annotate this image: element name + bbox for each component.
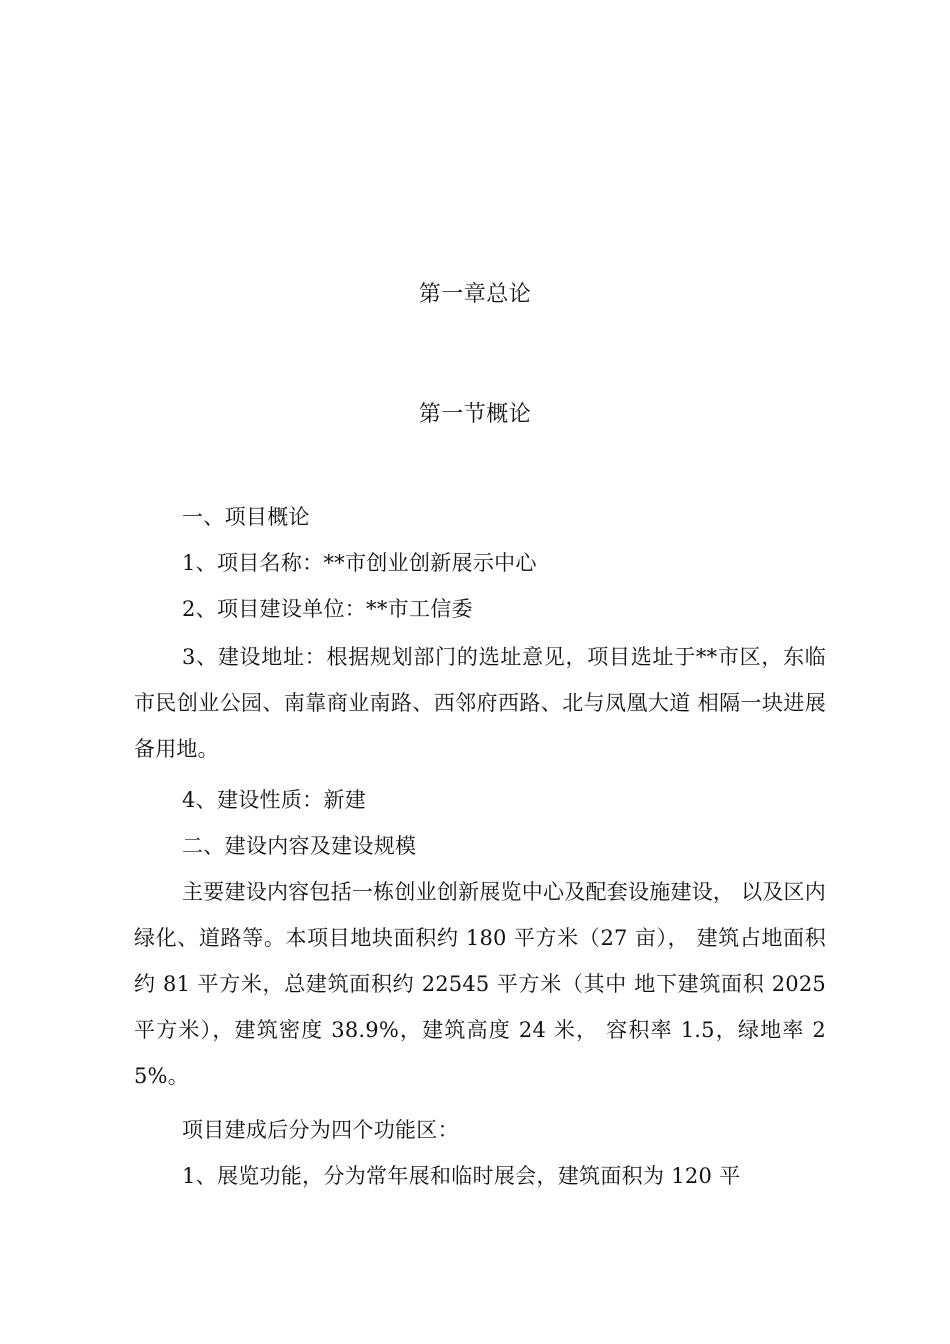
project-name-item: 1、项目名称：**市创业创新展示中心: [182, 551, 537, 575]
construction-nature-item: 4、建设性质：新建: [182, 788, 367, 812]
construction-scale-paragraph: 主要建设内容包括一栋创业创新展览中心及配套设施建设， 以及区内绿化、道路等。本项目地块面积约 180 平方米（27 亩）， 建筑占地面积约 81 平方米，总建筑面积约 22545 平方米（其中 地下建筑面积 2025 平方米），建筑密度 38.9%，建筑高度 24 米， 容积率 1.5，绿地率 25%。: [134, 880, 826, 1088]
function-zone-1: 1、展览功能，分为常年展和临时展会，建筑面积为 120 平: [182, 1164, 741, 1188]
chapter-title: 第一章总论: [418, 282, 532, 307]
heading-construction-scale: 二、建设内容及建设规模: [182, 834, 417, 858]
section-title: 第一节概论: [418, 402, 532, 427]
function-zones-intro: 项目建成后分为四个功能区：: [182, 1118, 459, 1142]
construction-unit-item: 2、项目建设单位：**市工信委: [182, 597, 473, 621]
construction-address-paragraph: 3、建设地址：根据规划部门的选址意见，项目选址于**市区，东临市民创业公园、南靠商业南路、西邻府西路、北与凤凰大道 相隔一块进展备用地。: [134, 645, 826, 761]
heading-project-overview: 一、项目概论: [182, 505, 310, 529]
